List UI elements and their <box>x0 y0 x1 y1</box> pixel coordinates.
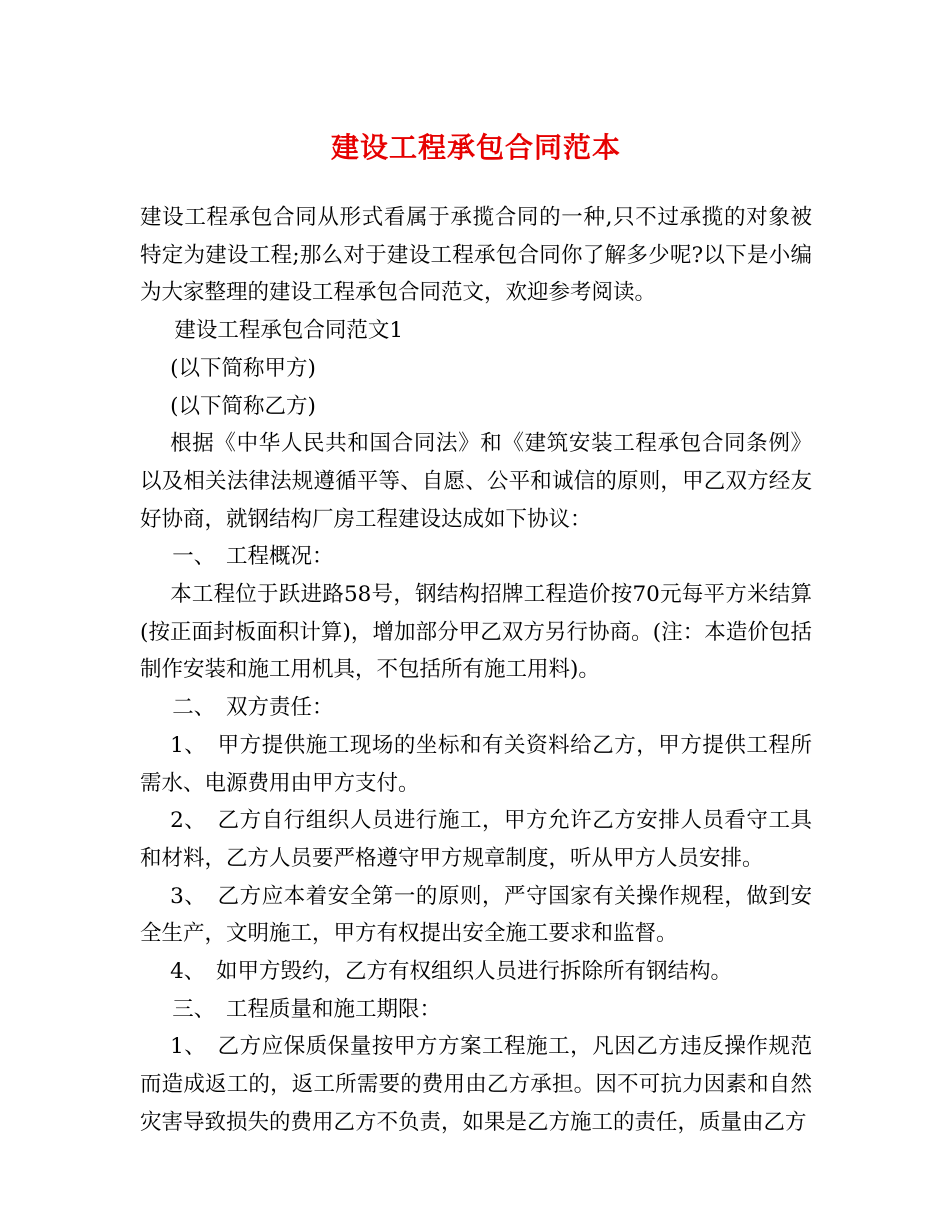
section-2-item: 3、 乙方应本着安全第一的原则，严守国家有关操作规程，做到安全生产，文明施工，甲方有权提出安全施工要求和监督。 <box>140 883 812 947</box>
section-2-item: 2、 乙方自行组织人员进行施工，甲方允许乙方安排人员看守工具和材料，乙方人员要严格遵守甲方规章制度，听从甲方人员安排。 <box>140 808 812 871</box>
section-2-item: 4、 如甲方毁约，乙方有权组织人员进行拆除所有钢结构。 <box>170 959 733 985</box>
party-b-line: (以下简称乙方) <box>170 393 316 419</box>
preamble-paragraph: 根据《中华人民共和国合同法》和《建筑安装工程承包合同条例》以及相关法律法规遵循平等、自愿、公平和诚信的原则，甲乙双方经友好协商，就钢结构厂房工程建设达成如下协议： <box>140 431 812 532</box>
document-title: 建设工程承包合同范本 <box>330 131 621 164</box>
contract-subtitle: 建设工程承包合同范文1 <box>174 318 404 344</box>
section-2-heading: 二、 双方责任： <box>172 695 334 721</box>
party-a-line: (以下简称甲方) <box>170 355 316 381</box>
section-3-item: 1、 乙方应保质保量按甲方方案工程施工，凡因乙方违反操作规范而造成返工的，返工所需要的费用由乙方承担。因不可抗力因素和自然灾害导致损失的费用乙方不负责，如果是乙方施工的责任，质量由乙方 <box>140 1034 812 1135</box>
document-body <box>140 199 812 1142</box>
section-1-text: 本工程位于跃进路58号，钢结构招牌工程造价按70元每平方米结算(按正面封板面积计算)，增加部分甲乙双方另行协商。(注：本造价包括制作安装和施工用机具，不包括所有施工用料)。 <box>140 582 812 683</box>
section-3-heading: 三、 工程质量和施工期限： <box>172 996 442 1022</box>
intro-paragraph: 建设工程承包合同从形式看属于承揽合同的一种,只不过承揽的对象被特定为建设工程;那么对于建设工程承包合同你了解多少呢?以下是小编为大家整理的建设工程承包合同范文，欢迎参考阅读。 <box>140 205 812 306</box>
section-1-heading: 一、 工程概况： <box>172 544 334 570</box>
section-2-item: 1、 甲方提供施工现场的坐标和有关资料给乙方，甲方提供工程所需水、电源费用由甲方支付。 <box>140 732 812 796</box>
